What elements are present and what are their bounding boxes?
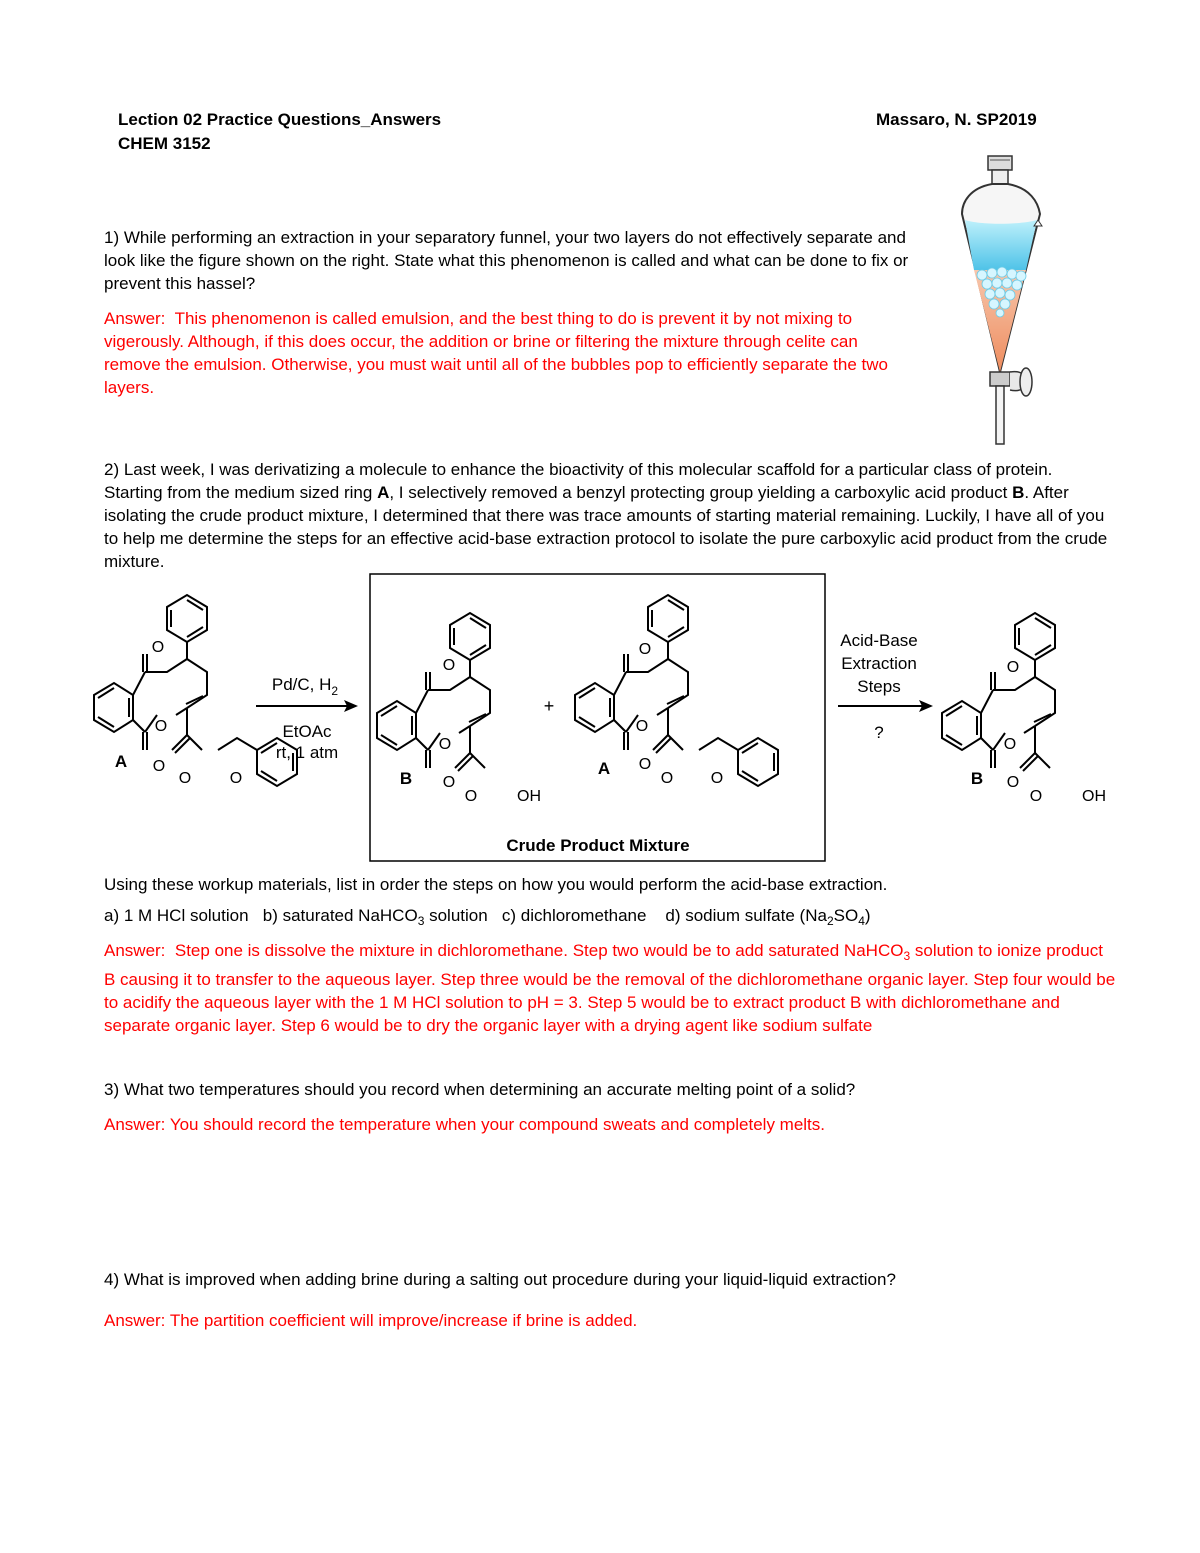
answer-2 xyxy=(104,939,1116,1037)
label-compound-a: A xyxy=(597,759,611,778)
answer-2-label: Answer: xyxy=(104,941,166,960)
question-1: 1) While performing an extraction in your separatory funnel, your two layers do not effectively separate and look like the figure shown on the right. State what this phenomenon is called and what can be done to fix or prevent this hassel? xyxy=(104,228,909,293)
atom-o: O xyxy=(464,788,478,805)
molecule-b-product xyxy=(942,613,1055,771)
reagent-solvent: EtOAc xyxy=(282,722,332,741)
material-b: b) saturated NaHCO$_3$ solution xyxy=(262,906,488,928)
atom-o: O xyxy=(638,641,652,658)
answer-1-label: Answer: xyxy=(104,309,166,328)
answer-1 xyxy=(104,307,904,399)
atom-o: O xyxy=(638,756,652,773)
question-2 xyxy=(104,458,1114,573)
separatory-funnel-illustration xyxy=(950,150,1060,450)
extraction-unknown-mark: ? xyxy=(874,723,884,742)
atom-o: O xyxy=(1006,659,1020,676)
answer-3: Answer: You should record the temperature when your compound sweats and completely melts. xyxy=(104,1115,826,1134)
question-4: 4) What is improved when adding brine during a salting out procedure during your liquid-liquid extraction? xyxy=(104,1270,896,1289)
atom-o: O xyxy=(710,770,724,787)
label-compound-b: B xyxy=(399,769,413,788)
atom-o: O xyxy=(229,770,243,787)
atom-o: O xyxy=(635,718,649,735)
atom-o: O xyxy=(154,718,168,735)
extraction-label-line-1: Acid-Base xyxy=(840,631,918,650)
label-compound-b: B xyxy=(970,769,984,788)
question-2-compound-a: A xyxy=(377,483,390,502)
question-2-text-2: , I selectively removed a benzyl protecting group yielding a carboxylic acid product xyxy=(389,483,1013,502)
extraction-label-line-3: Steps xyxy=(857,677,901,696)
answer-2-text-1: Step one is dissolve the mixture in dichloromethane. Step two would be to add saturated NaHCO xyxy=(174,941,904,960)
material-c: c) dichloromethane xyxy=(501,906,647,925)
atom-o: O xyxy=(660,770,674,787)
label-compound-a: A xyxy=(114,752,128,771)
answer-4: Answer: The partition coefficient will improve/increase if brine is added. xyxy=(104,1311,638,1330)
crude-mixture-box xyxy=(370,574,825,861)
question-2-text-3: . After isolating the crude product mixture, I determined that there was trace amounts of starting material remaining. Luckily, I have all of you to help me determine the steps for an effective acid-base extraction protocol to isolate the pure carboxylic acid product from the crude mixture. xyxy=(104,483,1108,571)
molecule-a-in-box xyxy=(575,595,778,786)
atom-o: O xyxy=(151,639,165,656)
question-2-instruction: Using these workup materials, list in order the steps on how you would perform the acid-base extraction. xyxy=(104,875,888,894)
atom-o: O xyxy=(152,758,166,775)
course-code: CHEM 3152 xyxy=(118,134,211,153)
answer-1-text: This phenomenon is called emulsion, and the best thing to do is prevent it by not mixing to vigerously. Although, if this does occur, the addition or brine or filtering the mixture through celite can remove the emulsion. Otherwise, you must wait until all of the bubbles pop to efficiently separate the two layers. xyxy=(104,309,888,397)
molecule-b-in-box xyxy=(377,613,490,771)
material-d: d) sodium sulfate $(Na_2SO_4)$ xyxy=(665,906,871,928)
atom-o: O xyxy=(1003,736,1017,753)
question-2-text-1: 2) Last week, I was derivatizing a molecule to enhance the bioactivity of this molecular scaffold for a particular class of protein. Starting from the medium sized ring xyxy=(104,460,1053,502)
atom-o: O xyxy=(178,770,192,787)
answer-2-subscript: 3 xyxy=(903,949,911,963)
reaction-scheme xyxy=(0,570,1200,870)
atom-o: O xyxy=(438,736,452,753)
reagent-catalyst: Pd/C, $H_2$ xyxy=(271,675,339,698)
atom-oh: OH xyxy=(1082,788,1106,805)
atom-oh: OH xyxy=(517,788,541,805)
atom-o: O xyxy=(1029,788,1043,805)
atom-o: O xyxy=(442,657,456,674)
plus-sign: + xyxy=(543,696,555,716)
reagent-conditions: rt, 1 atm xyxy=(275,743,339,762)
material-a: a) 1 M HCl solution xyxy=(104,906,249,925)
question-2-compound-b: B xyxy=(1012,483,1025,502)
extraction-label-line-2: Extraction xyxy=(841,654,917,673)
question-3: 3) What two temperatures should you record when determining an accurate melting point of a solid? xyxy=(104,1080,856,1099)
author-line: Massaro, N. SP2019 xyxy=(876,110,1037,129)
document-title: Lection 02 Practice Questions_Answers xyxy=(118,110,442,129)
atom-o: O xyxy=(1006,774,1020,791)
atom-o: O xyxy=(442,774,456,791)
answer-2-text-2: solution to ionize product B causing it to transfer to the aqueous layer. Step three would be the removal of the dichloromethane organic layer. Step four would be to acidify the aqueous layer with the 1 M HCl solution to pH = 3. Step 5 would be to extract product B with dichloromethane and separate organic layer. Step 6 would be to dry the organic layer with a drying agent like sodium sulfate xyxy=(104,941,1116,1035)
workup-materials-list xyxy=(104,904,1114,933)
crude-product-label: Crude Product Mixture xyxy=(506,836,690,855)
